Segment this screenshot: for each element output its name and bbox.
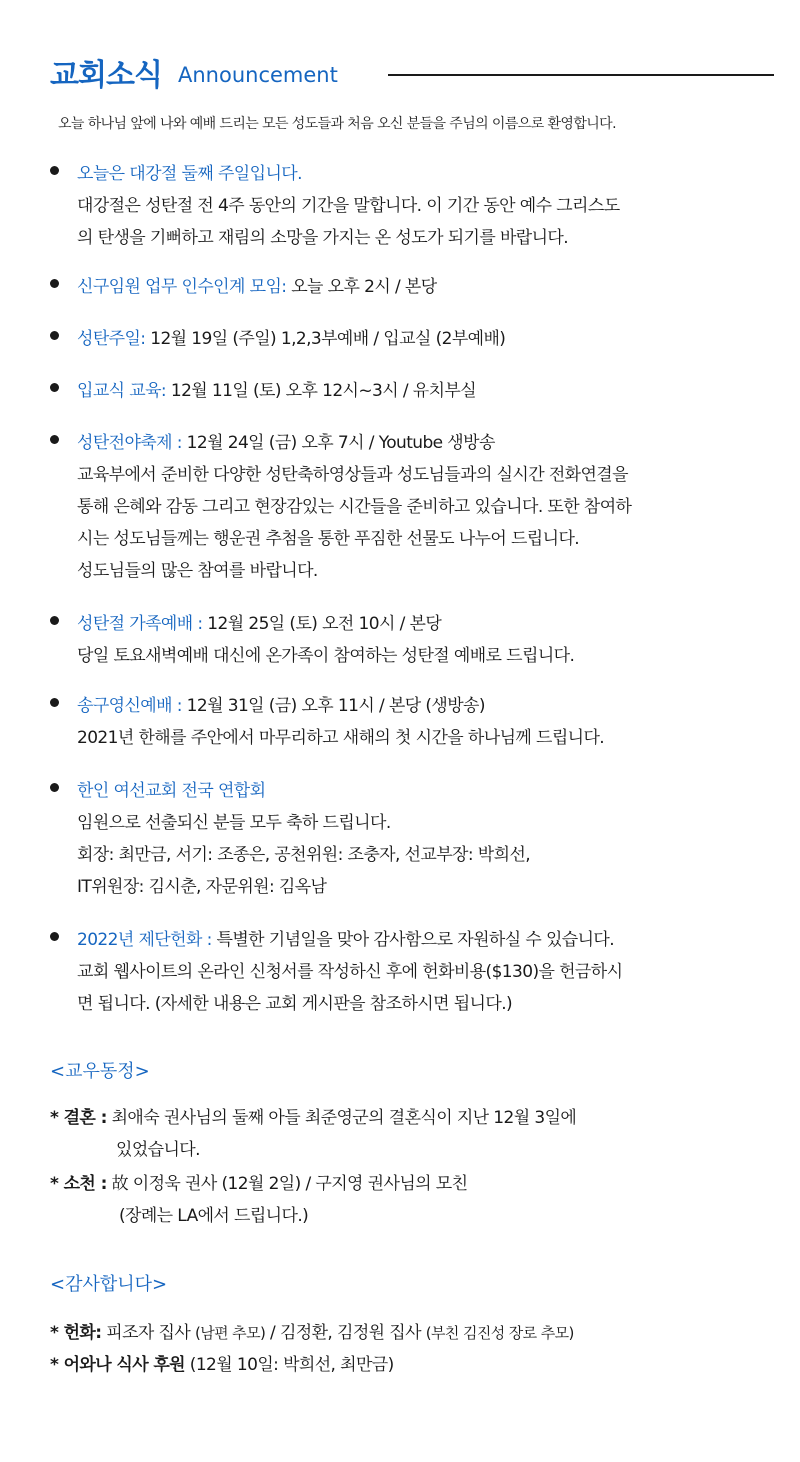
meal-note [50,1349,762,1381]
announcement-detail: 12월 11일 (토) 오후 12시~3시 / 유치부실 [166,381,477,401]
announcement-line: 시는 성도님들께는 행운권 추첨을 통한 푸짐한 선물도 나누어 드립니다. [77,529,580,549]
announcement-detail: 특별한 기념일을 맞아 감사함으로 자원하실 수 있습니다. [211,930,615,950]
bullet-icon [50,331,59,340]
page-subtitle: Announcement [178,63,338,87]
title-divider [388,74,774,76]
announcement-title: 성탄전야축제 : [77,433,182,453]
announcement-line: 교육부에서 준비한 다양한 성탄축하영상들과 성도님들과의 실시간 전화연결을 [77,465,628,485]
announcement-detail: 12월 24일 (금) 오후 7시 / Youtube 생방송 [181,433,495,453]
announcement-detail: 오늘 오후 2시 / 본당 [286,277,437,297]
wedding-text: 최애숙 권사님의 둘째 아들 최준영군의 결혼식이 지난 12월 3일에 [106,1108,577,1128]
announcement-title: 한인 여선교회 전국 연합회 [77,781,266,801]
page-title: 교회소식 [50,58,162,93]
funeral-note-cont: (장례는 LA에서 드립니다.) [119,1206,309,1226]
announcement-line: 교회 웹사이트의 온라인 신청서를 작성하신 후에 헌화비용($130)을 헌금하시 [77,962,623,982]
bullet-icon [50,279,59,288]
funeral-note [50,1168,762,1200]
bullet-icon [50,932,59,941]
announcement-title: 성탄주일: [77,329,146,349]
bullet-icon [50,435,59,444]
flower-note-2: (부친 김진성 장로 추모) [425,1324,574,1342]
announcement-line: 2021년 한해를 주안에서 마무리하고 새해의 첫 시간을 하나님께 드립니다. [77,728,605,748]
announcement-title: 오늘은 대강절 둘째 주일입니다. [77,164,302,184]
announcement-line: 의 탄생을 기뻐하고 재림의 소망을 가지는 온 성도가 되기를 바랍니다. [77,228,569,248]
wedding-label: * 결혼 : [50,1108,107,1128]
flower-text: 피조자 집사 [101,1323,195,1343]
wedding-note [50,1102,762,1134]
bullet-icon [50,616,59,625]
flower-note-1: (남편 추모) [194,1324,266,1342]
funeral-label: * 소천 : [50,1174,107,1194]
announcement-line: 회장: 최만금, 서기: 조종은, 공천위원: 조충자, 선교부장: 박희선, [77,845,531,865]
meal-text: (12월 10일: 박희선, 최만금) [185,1355,394,1375]
bullet-icon [50,383,59,392]
flower-text-2: / 김정환, 김정원 집사 [265,1323,426,1343]
wedding-note-cont: 있었습니다. [116,1140,200,1160]
announcement-line: 성도님들의 많은 참여를 바랍니다. [77,561,318,581]
announcement-line: 당일 토요새벽예배 대신에 온가족이 참여하는 성탄절 예배로 드립니다. [77,646,575,666]
header [50,50,775,100]
announcement-line: 임원으로 선출되신 분들 모두 축하 드립니다. [77,813,391,833]
announcement-title: 성탄절 가족예배 : [77,614,203,634]
announcement-line: 통해 은혜와 감동 그리고 현장감있는 시간들을 준비하고 있습니다. 또한 참여하 [77,497,632,517]
flower-label: * 헌화: [50,1323,102,1343]
announcement-title: 2022년 제단헌화 : [77,930,212,950]
funeral-text: 故 이정욱 권사 (12월 2일) / 구지영 권사님의 모친 [106,1174,468,1194]
announcement-title: 신구임원 업무 인수인계 모임: [77,277,287,297]
announcement-line: 면 됩니다. (자세한 내용은 교회 게시판을 참조하시면 됩니다.) [77,994,513,1014]
welcome-message: 오늘 하나님 앞에 나와 예배 드리는 모든 성도들과 처음 오신 분들을 주님의 이름으로 환영합니다. [58,116,616,132]
members-news-heading: <교우동정> [50,1061,150,1082]
announcement-title: 입교식 교육: [77,381,167,401]
flower-note [50,1317,762,1349]
bullet-icon [50,166,59,175]
announcement-line: 대강절은 성탄절 전 4주 동안의 기간을 말합니다. 이 기간 동안 예수 그리스도 [77,196,620,216]
bullet-icon [50,783,59,792]
announcement-detail: 12월 25일 (토) 오전 10시 / 본당 [202,614,442,634]
announcement-detail: 12월 31일 (금) 오후 11시 / 본당 (생방송) [181,696,485,716]
announcement-detail: 12월 19일 (주일) 1,2,3부예배 / 입교실 (2부예배) [145,329,506,349]
meal-label: * 어와나 식사 후원 [50,1355,185,1375]
thanks-heading: <감사합니다> [50,1274,168,1295]
announcement-title: 송구영신예배 : [77,696,182,716]
bullet-icon [50,698,59,707]
announcement-line: IT위원장: 김시춘, 자문위원: 김옥남 [77,877,327,897]
